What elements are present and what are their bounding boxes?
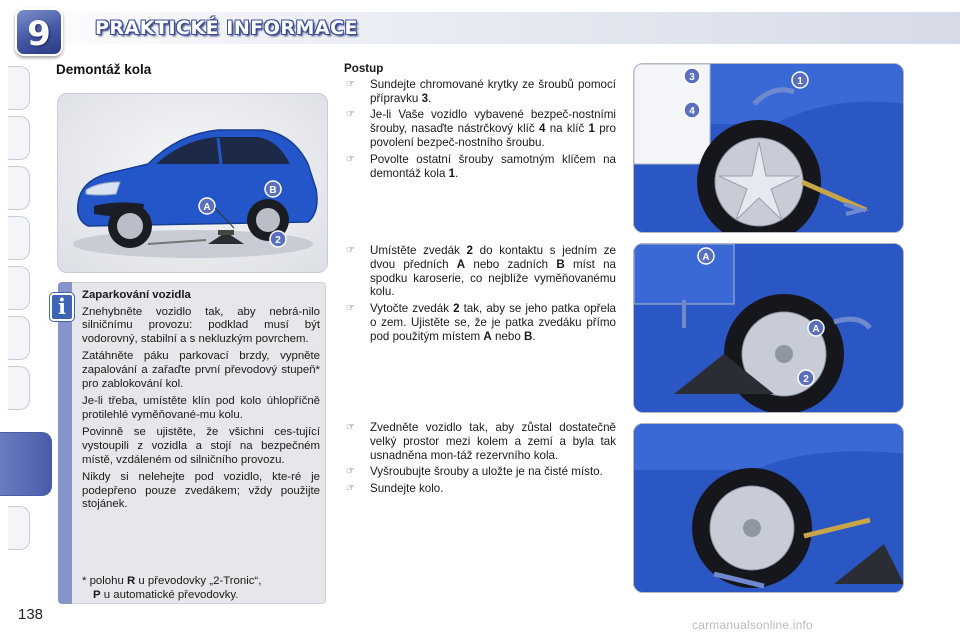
callout-3: 3 — [689, 72, 695, 83]
step-text: Zvedněte vozidlo tak, aby zůstal dostatečně velký prostor mezi kolem a zemí a byla tak usnadněna mon-táž rezervního kola. — [370, 421, 616, 462]
chapter-tab[interactable] — [8, 116, 30, 160]
step-reference: 1 — [448, 166, 456, 180]
step-reference: A — [456, 257, 466, 271]
footnote-text: u automatické převodovky. — [100, 588, 239, 601]
callout-b: B — [269, 185, 277, 196]
wheel-lifted-illustration — [633, 423, 904, 593]
info-icon: i — [50, 293, 74, 321]
step-text: Sundejte kolo. — [370, 482, 444, 496]
callout-2: 2 — [803, 374, 809, 385]
hand-pointer-icon: ☞ — [346, 245, 355, 256]
step-reference: B — [556, 257, 565, 271]
step-reference: 2 — [453, 302, 460, 316]
wheel-removal-illustration — [633, 63, 904, 233]
hand-pointer-icon: ☞ — [346, 466, 355, 478]
step-text: do kontaktu s jedním ze dvou předních — [370, 244, 616, 271]
step-text: na klíč — [545, 122, 589, 136]
watermark: carmanualsonline.info — [692, 618, 813, 632]
procedure-step — [344, 302, 616, 343]
procedure-step — [344, 108, 616, 149]
procedure-step — [344, 78, 616, 106]
info-paragraph: Znehybněte vozidlo tak, aby nebrá-nilo silničnímu provozu: podklad musí být vodorovný, stabilní a s nekluzkým povrchem. — [82, 305, 320, 345]
car-drawing — [58, 94, 328, 273]
callout-a: A — [812, 324, 820, 335]
info-paragraph: Je-li třeba, umístěte klín pod kolo úhlopříčně protilehlé vyměňované-mu kolu. — [82, 395, 320, 421]
callout-4: 4 — [689, 106, 695, 117]
step-reference: 3 — [421, 91, 429, 105]
info-title: Zaparkování vozidla — [82, 289, 191, 301]
step-text: Povolte ostatní šrouby samotným klíčem na demontáž kola — [370, 152, 616, 180]
chapter-tab[interactable] — [8, 316, 30, 360]
step-reference: 2 — [466, 244, 473, 257]
hand-pointer-icon: ☞ — [346, 303, 355, 315]
step-text: . — [455, 166, 459, 180]
chapter-tab[interactable] — [8, 506, 30, 550]
callout-1: 1 — [797, 76, 803, 87]
wheel-drawing-3 — [634, 424, 904, 593]
footnote-text: u převodovky „2-Tronic“, — [135, 575, 262, 587]
step-text: . — [532, 329, 536, 343]
step-text: míst na spodku karoserie, co nejblíže vyměňovanému kolu. — [370, 257, 617, 299]
chapter-tab-active[interactable] — [0, 432, 52, 496]
chapter-tab[interactable] — [8, 366, 30, 410]
step-reference: B — [524, 329, 533, 343]
hand-pointer-icon: ☞ — [346, 153, 355, 165]
info-bar — [58, 282, 72, 604]
procedure-step — [344, 465, 616, 479]
step-text: pro povolení bezpeč-nostního šroubu. — [370, 122, 616, 149]
chapter-title: PRAKTICKÉ INFORMACE — [95, 17, 359, 39]
page-header — [0, 0, 960, 58]
page-number: 138 — [18, 606, 44, 623]
step-text: Umístěte zvedák — [370, 244, 467, 257]
hand-pointer-icon: ☞ — [346, 109, 355, 121]
footnote-line-2 — [82, 589, 322, 603]
footnote-line-1 — [82, 575, 322, 589]
hand-pointer-icon: ☞ — [346, 422, 355, 433]
chapter-tab[interactable] — [8, 216, 30, 260]
info-paragraph: Povinně se ujistěte, že všichni ces-tující vystoupili z vozidla a stojí na bezpečném místě, vzdáleném od silničního provozu. — [82, 426, 320, 466]
procedure-group-2 — [344, 244, 616, 347]
step-reference: 1 — [588, 122, 595, 136]
step-text: Je-li Vaše vozidlo vybavené bezpeč-nostními šrouby, nasaďte nástrčkový klíč — [370, 108, 616, 136]
steps — [344, 244, 616, 344]
step-text: tak, aby se jeho patka opřela o zem. Ujistěte se, že je patka zvedáku přímo pod použitým místem — [370, 302, 616, 343]
footnote-bold: R — [126, 575, 136, 587]
chapter-tabs — [0, 62, 34, 582]
procedure-step — [344, 153, 616, 181]
callout-2: 2 — [275, 235, 281, 246]
chapter-tab[interactable] — [8, 66, 30, 110]
chapter-tab[interactable] — [8, 266, 30, 310]
procedure-heading: Postup — [344, 62, 384, 75]
step-reference: 4 — [538, 122, 546, 136]
procedure-step — [344, 244, 616, 299]
procedure-step — [344, 482, 616, 496]
info-paragraph: Zatáhněte páku parkovací brzdy, vypněte zapalování a zařaďte první převodový stupeň* pro zablokování kol. — [82, 350, 320, 390]
step-text: Vytočte zvedák — [370, 302, 454, 316]
hand-pointer-icon: ☞ — [346, 483, 355, 495]
step-reference: A — [483, 329, 492, 343]
procedure-group-1 — [344, 62, 616, 183]
step-text: nebo zadních — [465, 257, 557, 271]
step-text: Vyšroubujte šrouby a uložte je na čisté místo. — [370, 465, 603, 479]
steps — [344, 421, 616, 496]
footnote — [82, 575, 322, 602]
procedure-group-3 — [344, 421, 616, 499]
footnote-text: * polohu — [82, 575, 127, 587]
chapter-badge — [15, 8, 63, 56]
car-illustration — [57, 93, 328, 273]
info-content — [82, 289, 320, 516]
chapter-number: 9 — [27, 14, 51, 54]
jack-placement-illustration — [633, 243, 904, 413]
procedure-step — [344, 421, 616, 462]
chapter-tab[interactable] — [8, 166, 30, 210]
step-text: Sundejte chromované krytky ze šroubů pomocí přípravku — [370, 77, 616, 105]
info-paragraph: Nikdy si nelehejte pod vozidlo, kte-ré je podepřeno pouze zvedákem; vždy použijte stojánek. — [82, 471, 320, 511]
step-text: nebo — [491, 329, 525, 343]
section-title: Demontáž kola — [56, 62, 152, 77]
wheel-drawing-2 — [634, 244, 904, 413]
steps — [344, 78, 616, 181]
callout-a: A — [203, 202, 211, 213]
hand-pointer-icon: ☞ — [346, 78, 355, 90]
wheel-drawing-1 — [634, 64, 904, 233]
callout-a: A — [702, 252, 710, 263]
footnote-bold: P — [93, 588, 101, 601]
step-text: . — [428, 91, 432, 105]
